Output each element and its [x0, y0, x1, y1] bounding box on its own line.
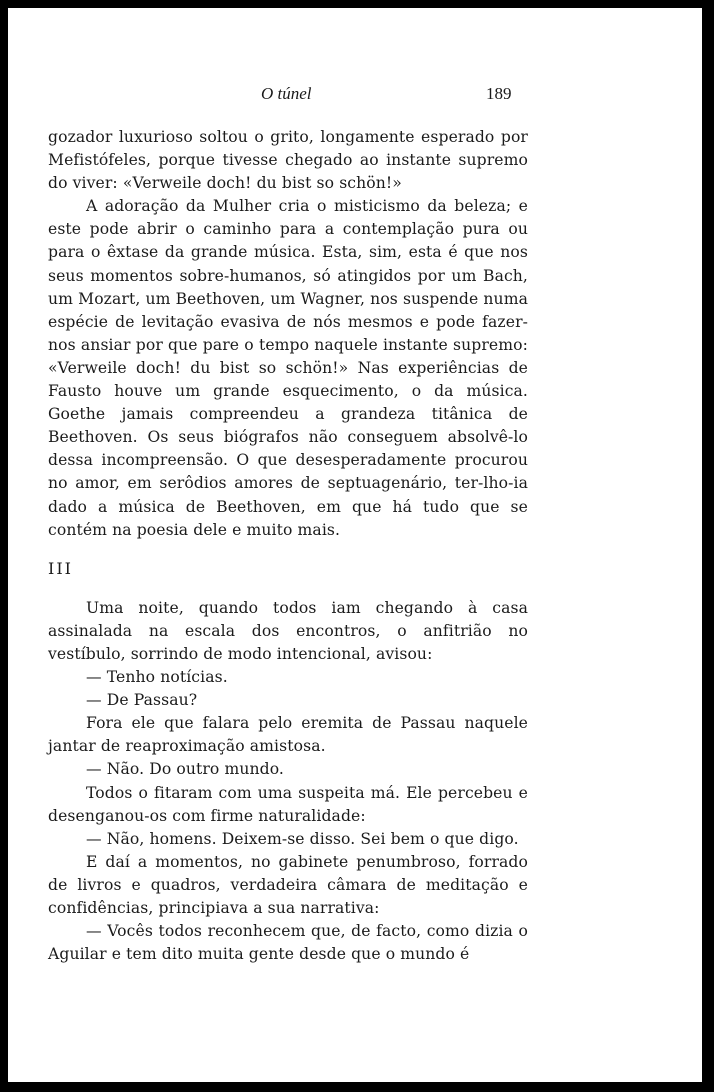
dialogue-line: — Tenho notícias. [86, 668, 228, 687]
dialogue-line: — De Passau? [86, 691, 198, 710]
dialogue-line: — Vocês todos reconhecem que, de facto, como dizia o Aguilar e tem dito muita gente desde que o mundo é [48, 922, 528, 964]
body-text [48, 126, 528, 966]
dialogue-line: — Não, homens. Deixem-se disso. Sei bem o que digo. [86, 829, 519, 848]
paragraph: E daí a momentos, no gabinete penumbroso, forrado de livros e quadros, verdadeira câmara de meditação e confidências, principiava a sua narrativa: [48, 852, 528, 917]
book-page [8, 8, 702, 1082]
running-title: O túnel [261, 84, 312, 103]
dialogue-line: — Não. Do outro mundo. [86, 760, 284, 779]
paragraph: Uma noite, quando todos iam chegando à casa assinalada na escala dos encontros, o anfitrião no vestíbulo, sorrindo de modo intencional, avisou: [48, 598, 528, 663]
page-number: 189 [486, 84, 512, 103]
paragraph: A adoração da Mulher cria o misticismo da beleza; e este pode abrir o caminho para a contemplação pura ou para o êxtase da grande música. Esta, sim, esta é que nos seus momentos sobre-humanos, só atingidos por um Bach, um Mozart, um Beethoven, um Wagner, nos suspende numa espécie de levitação evasiva de nós mesmos e pode fazer-nos ansiar por que pare o tempo naquele instante supremo: «Verweile doch! du bist so schön!» Nas experiências de Fausto houve um grande esquecimento, o da música. Goethe jamais compreendeu a grandeza titânica de Beethoven. Os seus biógrafos não conseguem absolvê-lo dessa incompreensão. O que desesperadamente procurou no amor, em serôdios amores de septuagenário, ter-lho-ia dado a música de Beethoven, em que há tudo que se contém na poesia dele e muito mais. [48, 197, 528, 539]
section-heading: III [48, 558, 73, 578]
paragraph: Fora ele que falara pelo eremita de Passau naquele jantar de reaproximação amistosa. [48, 714, 528, 756]
paragraph: Todos o fitaram com uma suspeita má. Ele percebeu e desenganou-os com firme naturalidade: [48, 783, 528, 825]
paragraph: gozador luxurioso soltou o grito, longamente esperado por Mefistófeles, porque tivesse chegado ao instante supremo do viver: «Verweile doch! du bist so schön!» [48, 128, 528, 193]
